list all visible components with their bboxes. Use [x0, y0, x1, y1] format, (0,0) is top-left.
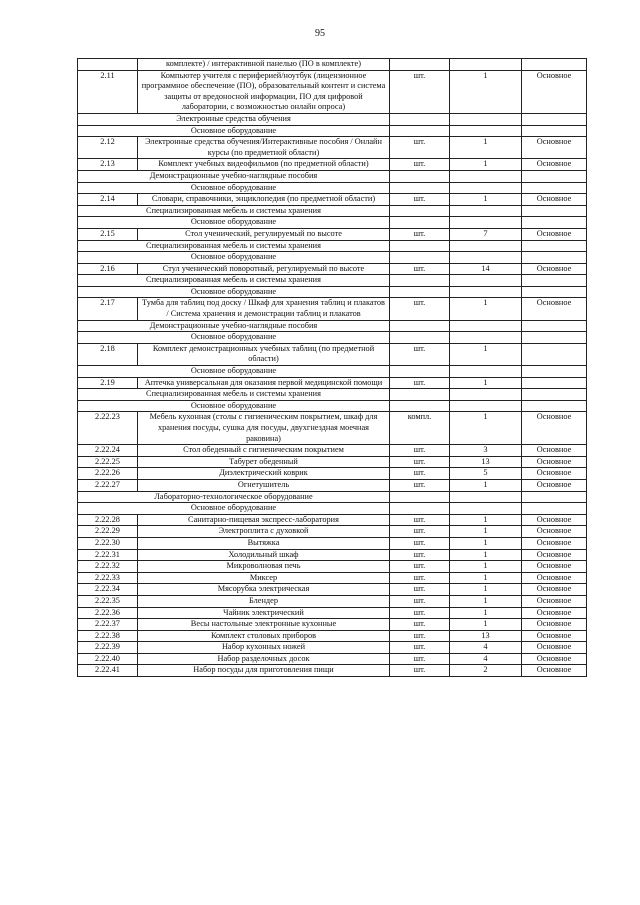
item-quantity: 1: [450, 377, 522, 389]
item-number: 2.22.36: [78, 607, 138, 619]
item-quantity: 1: [450, 137, 522, 159]
empty-cell: [390, 366, 450, 378]
item-category: Основное: [522, 665, 587, 677]
section-title: Специализированная мебель и системы хранения: [78, 205, 390, 217]
table-row: [78, 514, 587, 526]
item-unit: [390, 59, 450, 71]
empty-cell: [390, 182, 450, 194]
table-row: [78, 561, 587, 573]
empty-cell: [450, 286, 522, 298]
section-header-row: [78, 217, 587, 229]
item-unit: шт.: [390, 194, 450, 206]
empty-cell: [390, 503, 450, 515]
item-quantity: 1: [450, 607, 522, 619]
item-category: Основное: [522, 228, 587, 240]
item-quantity: 1: [450, 537, 522, 549]
section-title: Основное оборудование: [78, 125, 390, 137]
item-quantity: 1: [450, 526, 522, 538]
empty-cell: [450, 252, 522, 264]
item-category: Основное: [522, 526, 587, 538]
item-unit: шт.: [390, 561, 450, 573]
section-header-row: [78, 332, 587, 344]
item-unit: шт.: [390, 159, 450, 171]
item-category: [522, 59, 587, 71]
table-row: [78, 479, 587, 491]
empty-cell: [522, 182, 587, 194]
item-name: Вытяжка: [138, 537, 390, 549]
item-number: 2.22.39: [78, 642, 138, 654]
table-row: [78, 630, 587, 642]
item-name: комплекте) / интерактивной панелью (ПО в комплекте): [138, 59, 390, 71]
empty-cell: [450, 366, 522, 378]
item-quantity: 1: [450, 584, 522, 596]
table-row: [78, 456, 587, 468]
empty-cell: [450, 275, 522, 287]
empty-cell: [450, 332, 522, 344]
table-row: [78, 228, 587, 240]
item-unit: шт.: [390, 619, 450, 631]
item-category: Основное: [522, 298, 587, 320]
item-quantity: 1: [450, 70, 522, 113]
item-quantity: 4: [450, 642, 522, 654]
empty-cell: [450, 389, 522, 401]
item-number: 2.13: [78, 159, 138, 171]
empty-cell: [390, 170, 450, 182]
section-title: Основное оборудование: [78, 217, 390, 229]
item-category: Основное: [522, 514, 587, 526]
empty-cell: [522, 503, 587, 515]
item-unit: шт.: [390, 377, 450, 389]
empty-cell: [522, 366, 587, 378]
item-unit: шт.: [390, 572, 450, 584]
item-number: 2.22.38: [78, 630, 138, 642]
item-name: Электронные средства обучения/Интерактивные пособия / Онлайн курсы (по предметной области): [138, 137, 390, 159]
empty-cell: [450, 320, 522, 332]
item-name: Комплект столовых приборов: [138, 630, 390, 642]
item-quantity: 13: [450, 630, 522, 642]
item-quantity: 14: [450, 263, 522, 275]
empty-cell: [390, 275, 450, 287]
table-row: [78, 607, 587, 619]
item-number: 2.22.34: [78, 584, 138, 596]
item-quantity: 13: [450, 456, 522, 468]
item-number: 2.22.32: [78, 561, 138, 573]
empty-cell: [450, 125, 522, 137]
item-unit: шт.: [390, 456, 450, 468]
item-name: Набор кухонных ножей: [138, 642, 390, 654]
empty-cell: [450, 400, 522, 412]
item-quantity: 2: [450, 665, 522, 677]
section-title: Основное оборудование: [78, 252, 390, 264]
item-unit: шт.: [390, 549, 450, 561]
item-unit: шт.: [390, 228, 450, 240]
table-row: [78, 665, 587, 677]
item-name: Весы настольные электронные кухонные: [138, 619, 390, 631]
empty-cell: [450, 491, 522, 503]
section-header-row: [78, 170, 587, 182]
table-row: [78, 263, 587, 275]
equipment-table: [77, 58, 587, 677]
item-name: Блендер: [138, 595, 390, 607]
item-category: [522, 343, 587, 365]
table-row: [78, 584, 587, 596]
item-number: 2.12: [78, 137, 138, 159]
table-row: [78, 137, 587, 159]
item-category: Основное: [522, 607, 587, 619]
item-unit: шт.: [390, 607, 450, 619]
section-header-row: [78, 503, 587, 515]
item-number: 2.22.29: [78, 526, 138, 538]
item-number: 2.22.23: [78, 412, 138, 445]
table-row: [78, 653, 587, 665]
item-unit: шт.: [390, 298, 450, 320]
item-category: Основное: [522, 630, 587, 642]
item-category: Основное: [522, 653, 587, 665]
item-name: Мясорубка электрическая: [138, 584, 390, 596]
item-number: 2.18: [78, 343, 138, 365]
section-title: Основное оборудование: [78, 182, 390, 194]
section-title: Специализированная мебель и системы хранения: [78, 240, 390, 252]
item-name: Санитарно-пищевая экспресс-лаборатория: [138, 514, 390, 526]
section-header-row: [78, 113, 587, 125]
empty-cell: [450, 170, 522, 182]
empty-cell: [390, 205, 450, 217]
item-unit: шт.: [390, 514, 450, 526]
item-unit: шт.: [390, 70, 450, 113]
item-quantity: 1: [450, 595, 522, 607]
item-category: Основное: [522, 572, 587, 584]
section-header-row: [78, 320, 587, 332]
item-category: Основное: [522, 468, 587, 480]
table-row: [78, 159, 587, 171]
item-unit: шт.: [390, 137, 450, 159]
item-name: Комплект демонстрационных учебных таблиц (по предметной области): [138, 343, 390, 365]
item-category: Основное: [522, 137, 587, 159]
item-unit: шт.: [390, 263, 450, 275]
table-row: [78, 572, 587, 584]
item-quantity: 7: [450, 228, 522, 240]
item-name: Аптечка универсальная для оказания первой медицинской помощи: [138, 377, 390, 389]
item-number: 2.15: [78, 228, 138, 240]
item-number: 2.11: [78, 70, 138, 113]
table-row: [78, 595, 587, 607]
item-unit: шт.: [390, 343, 450, 365]
item-quantity: [450, 59, 522, 71]
item-category: Основное: [522, 159, 587, 171]
item-unit: шт.: [390, 584, 450, 596]
section-title: Основное оборудование: [78, 400, 390, 412]
item-category: Основное: [522, 642, 587, 654]
table-row: [78, 298, 587, 320]
empty-cell: [390, 332, 450, 344]
item-name: Чайник электрический: [138, 607, 390, 619]
item-number: 2.17: [78, 298, 138, 320]
item-quantity: 1: [450, 561, 522, 573]
item-number: 2.22.41: [78, 665, 138, 677]
section-title: Основное оборудование: [78, 503, 390, 515]
empty-cell: [390, 125, 450, 137]
item-name: Комплект учебных видеофильмов (по предметной области): [138, 159, 390, 171]
empty-cell: [522, 332, 587, 344]
equipment-table-body: [78, 59, 587, 677]
item-quantity: 1: [450, 479, 522, 491]
empty-cell: [390, 400, 450, 412]
section-title: Основное оборудование: [78, 332, 390, 344]
item-unit: шт.: [390, 468, 450, 480]
item-number: 2.22.26: [78, 468, 138, 480]
item-name: Стол обеденный с гигиеническим покрытием: [138, 445, 390, 457]
item-quantity: 1: [450, 298, 522, 320]
item-number: 2.22.28: [78, 514, 138, 526]
empty-cell: [522, 113, 587, 125]
item-number: 2.22.31: [78, 549, 138, 561]
page-number: 95: [315, 28, 325, 39]
item-category: Основное: [522, 595, 587, 607]
item-quantity: 1: [450, 572, 522, 584]
empty-cell: [390, 491, 450, 503]
section-header-row: [78, 240, 587, 252]
item-unit: шт.: [390, 479, 450, 491]
item-number: 2.22.37: [78, 619, 138, 631]
empty-cell: [522, 491, 587, 503]
item-number: 2.16: [78, 263, 138, 275]
empty-cell: [450, 217, 522, 229]
item-unit: шт.: [390, 445, 450, 457]
table-row: [78, 468, 587, 480]
table-row: [78, 642, 587, 654]
empty-cell: [390, 286, 450, 298]
table-row: [78, 194, 587, 206]
table-row: [78, 70, 587, 113]
item-category: Основное: [522, 549, 587, 561]
empty-cell: [522, 217, 587, 229]
table-row: [78, 526, 587, 538]
empty-cell: [390, 240, 450, 252]
section-title: Демонстрационные учебно-наглядные пособия: [78, 320, 390, 332]
item-unit: шт.: [390, 642, 450, 654]
section-title: Лабораторно-технологическое оборудование: [78, 491, 390, 503]
item-number: 2.22.30: [78, 537, 138, 549]
table-row: [78, 412, 587, 445]
item-quantity: 1: [450, 412, 522, 445]
table-row: [78, 445, 587, 457]
item-quantity: 5: [450, 468, 522, 480]
item-name: Холодильный шкаф: [138, 549, 390, 561]
empty-cell: [450, 503, 522, 515]
section-title: Основное оборудование: [78, 366, 390, 378]
item-name: Стол ученический, регулируемый по высоте: [138, 228, 390, 240]
section-title: Специализированная мебель и системы хранения: [78, 275, 390, 287]
item-number: 2.22.40: [78, 653, 138, 665]
item-unit: шт.: [390, 630, 450, 642]
empty-cell: [450, 113, 522, 125]
section-header-row: [78, 252, 587, 264]
empty-cell: [450, 240, 522, 252]
item-category: Основное: [522, 537, 587, 549]
item-name: Электроплита с духовкой: [138, 526, 390, 538]
empty-cell: [390, 113, 450, 125]
table-row: [78, 619, 587, 631]
item-name: Табурет обеденный: [138, 456, 390, 468]
section-header-row: [78, 125, 587, 137]
section-header-row: [78, 275, 587, 287]
item-category: Основное: [522, 619, 587, 631]
empty-cell: [390, 217, 450, 229]
item-number: [78, 59, 138, 71]
empty-cell: [522, 125, 587, 137]
empty-cell: [522, 389, 587, 401]
item-unit: шт.: [390, 537, 450, 549]
table-row: [78, 537, 587, 549]
empty-cell: [522, 400, 587, 412]
item-name: Набор посуды для приготовления пищи: [138, 665, 390, 677]
item-quantity: 1: [450, 194, 522, 206]
item-name: Тумба для таблиц под доску / Шкаф для хранения таблиц и плакатов / Система хранения и демонстрации таблиц и плакатов: [138, 298, 390, 320]
item-unit: шт.: [390, 595, 450, 607]
item-quantity: 3: [450, 445, 522, 457]
table-row: [78, 343, 587, 365]
item-category: Основное: [522, 70, 587, 113]
item-quantity: 1: [450, 549, 522, 561]
item-number: 2.22.25: [78, 456, 138, 468]
item-number: 2.22.35: [78, 595, 138, 607]
item-category: [522, 377, 587, 389]
item-category: Основное: [522, 412, 587, 445]
section-header-row: [78, 366, 587, 378]
empty-cell: [522, 205, 587, 217]
section-header-row: [78, 491, 587, 503]
item-category: Основное: [522, 445, 587, 457]
empty-cell: [390, 320, 450, 332]
empty-cell: [390, 252, 450, 264]
section-header-row: [78, 389, 587, 401]
item-quantity: 1: [450, 619, 522, 631]
item-category: Основное: [522, 456, 587, 468]
item-name: Стул ученический поворотный, регулируемый по высоте: [138, 263, 390, 275]
section-header-row: [78, 205, 587, 217]
empty-cell: [522, 240, 587, 252]
item-name: Микроволновая печь: [138, 561, 390, 573]
table-row: [78, 549, 587, 561]
item-number: 2.19: [78, 377, 138, 389]
item-quantity: 4: [450, 653, 522, 665]
section-header-row: [78, 400, 587, 412]
section-title: Демонстрационные учебно-наглядные пособия: [78, 170, 390, 182]
item-name: Огнетушитель: [138, 479, 390, 491]
item-category: Основное: [522, 194, 587, 206]
item-quantity: 1: [450, 343, 522, 365]
empty-cell: [522, 275, 587, 287]
item-number: 2.22.27: [78, 479, 138, 491]
empty-cell: [522, 170, 587, 182]
item-category: Основное: [522, 479, 587, 491]
item-name: Словари, справочники, энциклопедия (по предметной области): [138, 194, 390, 206]
empty-cell: [450, 205, 522, 217]
item-category: Основное: [522, 263, 587, 275]
table-row: [78, 59, 587, 71]
item-name: Набор разделочных досок: [138, 653, 390, 665]
item-unit: шт.: [390, 665, 450, 677]
empty-cell: [522, 252, 587, 264]
empty-cell: [390, 389, 450, 401]
section-title: Основное оборудование: [78, 286, 390, 298]
item-name: Мебель кухонная (столы с гигиеническим покрытием, шкаф для хранения посуды, сушка для посуды, двухгнездная моечная раковина): [138, 412, 390, 445]
item-category: Основное: [522, 584, 587, 596]
empty-cell: [522, 320, 587, 332]
item-name: Миксер: [138, 572, 390, 584]
empty-cell: [450, 182, 522, 194]
section-title: Электронные средства обучения: [78, 113, 390, 125]
section-title: Специализированная мебель и системы хранения: [78, 389, 390, 401]
section-header-row: [78, 182, 587, 194]
table-row: [78, 377, 587, 389]
item-number: 2.14: [78, 194, 138, 206]
item-unit: шт.: [390, 653, 450, 665]
item-number: 2.22.33: [78, 572, 138, 584]
item-unit: компл.: [390, 412, 450, 445]
item-quantity: 1: [450, 514, 522, 526]
item-name: Компьютер учителя с периферией/ноутбук (лицензионное программное обеспечение (ПО), образовательный контент и система защиты от вредоносной информации, ПО для цифровой лаборатории, с возможностью онлайн опроса): [138, 70, 390, 113]
item-unit: шт.: [390, 526, 450, 538]
item-category: Основное: [522, 561, 587, 573]
item-quantity: 1: [450, 159, 522, 171]
section-header-row: [78, 286, 587, 298]
item-number: 2.22.24: [78, 445, 138, 457]
empty-cell: [522, 286, 587, 298]
item-name: Диэлектрический коврик: [138, 468, 390, 480]
